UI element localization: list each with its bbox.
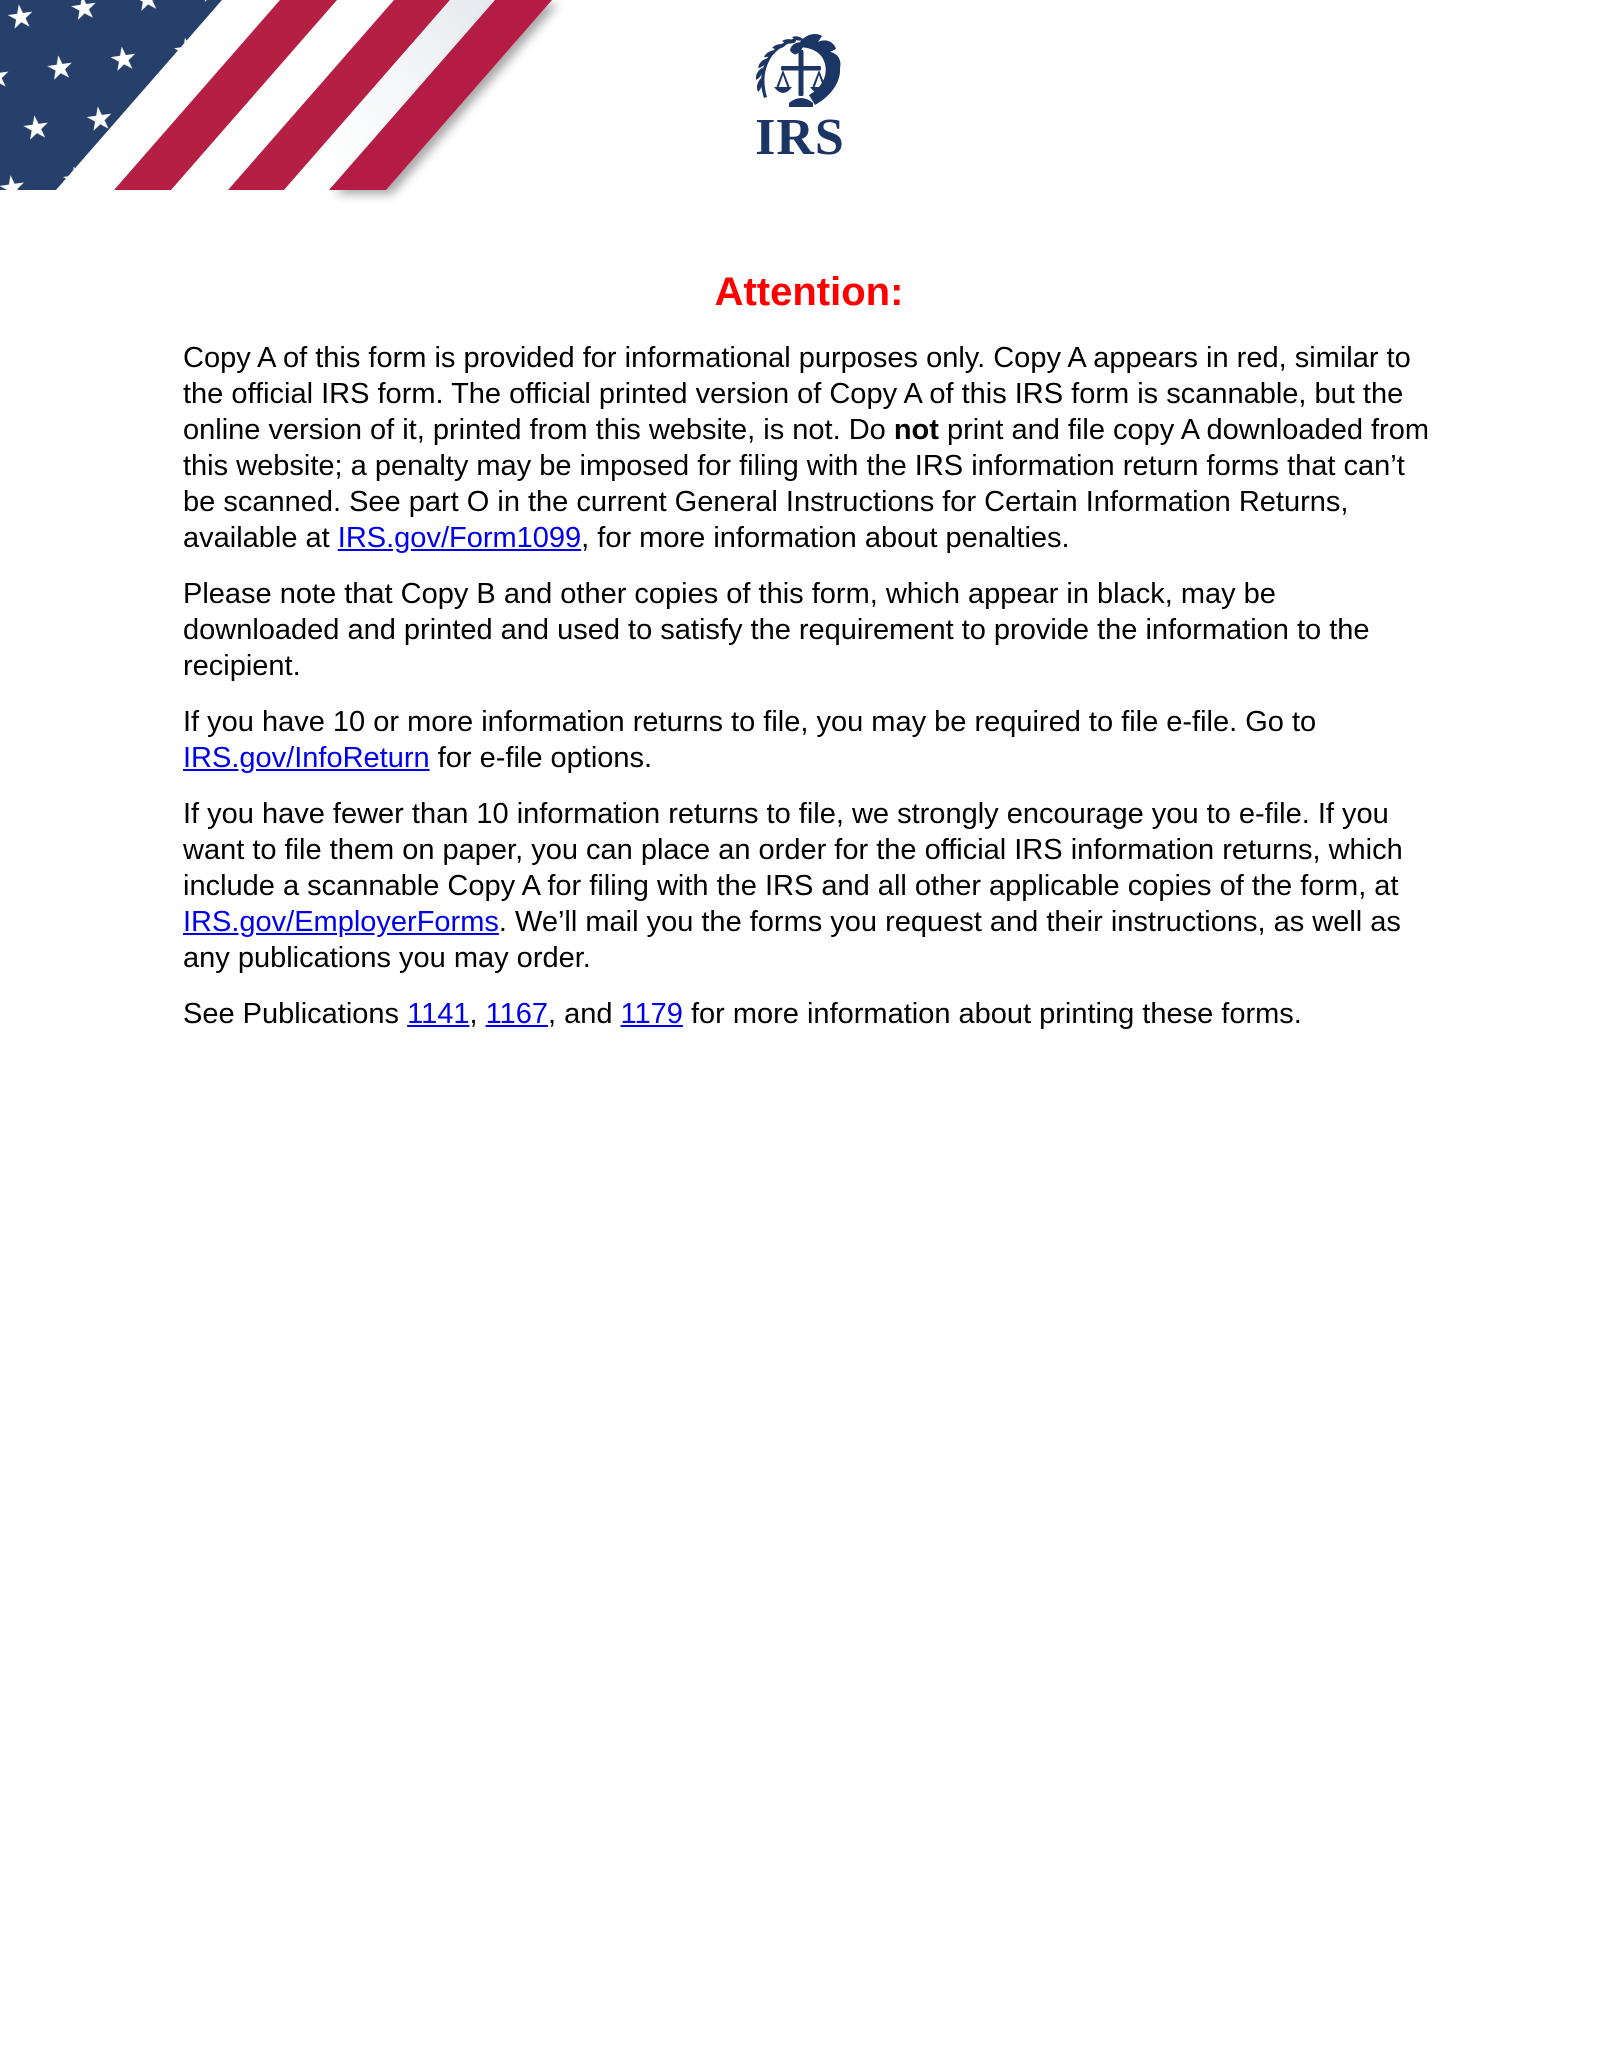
irs-eagle-emblem-icon bbox=[754, 30, 846, 112]
link-publication-1167[interactable]: 1167 bbox=[485, 998, 548, 1030]
body-paragraphs bbox=[183, 340, 1435, 1032]
us-flag-svg bbox=[0, 0, 585, 210]
text-segment: print and file copy A downloaded from this website; a penalty may be imposed for filing with the IRS information return forms that can’t be scanned. See part O in the current General Instructions for Certain Information Returns, available at bbox=[183, 414, 1430, 554]
text-segment: . We’ll mail you the forms you request and their instructions, as well as any publications you may order. bbox=[183, 906, 1401, 974]
irs-logo bbox=[754, 30, 846, 164]
paragraph bbox=[183, 704, 1435, 776]
link-irs-gov-employerforms[interactable]: IRS.gov/EmployerForms bbox=[183, 906, 499, 938]
link-irs-gov-inforeturn[interactable]: IRS.gov/InfoReturn bbox=[183, 742, 430, 774]
text-segment: , and bbox=[547, 998, 621, 1030]
paragraph bbox=[183, 340, 1435, 556]
text-segment: for more information about printing these forms. bbox=[682, 998, 1302, 1030]
text-segment: , bbox=[469, 998, 486, 1030]
paragraph bbox=[183, 576, 1435, 684]
link-publication-1141[interactable]: 1141 bbox=[407, 998, 470, 1030]
text-segment: If you have 10 or more information returns to file, you may be required to file e-file. Go to bbox=[183, 706, 1317, 738]
us-flag-graphic bbox=[0, 0, 585, 210]
paragraph bbox=[183, 996, 1435, 1032]
text-segment: If you have fewer than 10 information returns to file, we strongly encourage you to e-file. If you want to file them on paper, you can place an order for the official IRS information returns, which include a scannable Copy A for filing with the IRS and all other applicable copies of the form, at bbox=[183, 798, 1403, 902]
page-content bbox=[183, 269, 1435, 1052]
text-segment: , for more information about penalties. bbox=[581, 522, 1070, 554]
bold-text: not bbox=[893, 414, 939, 446]
link-irs-gov-form1099[interactable]: IRS.gov/Form1099 bbox=[337, 522, 582, 554]
irs-wordmark: IRS bbox=[755, 109, 845, 166]
link-publication-1179[interactable]: 1179 bbox=[620, 998, 683, 1030]
text-segment: for e-file options. bbox=[429, 742, 653, 774]
text-segment: Please note that Copy B and other copies of this form, which appear in black, may be downloaded and printed and used to satisfy the requirement to provide the information to the recipient. bbox=[183, 578, 1370, 682]
paragraph bbox=[183, 796, 1435, 976]
attention-heading: Attention: bbox=[714, 270, 904, 314]
text-segment: See Publications bbox=[183, 998, 408, 1030]
text-segment: Copy A of this form is provided for informational purposes only. Copy A appears in red, similar to the official IRS form. The official printed version of Copy A of this IRS form is scannable, but the online version of it, printed from this website, is not. Do bbox=[183, 342, 1411, 446]
